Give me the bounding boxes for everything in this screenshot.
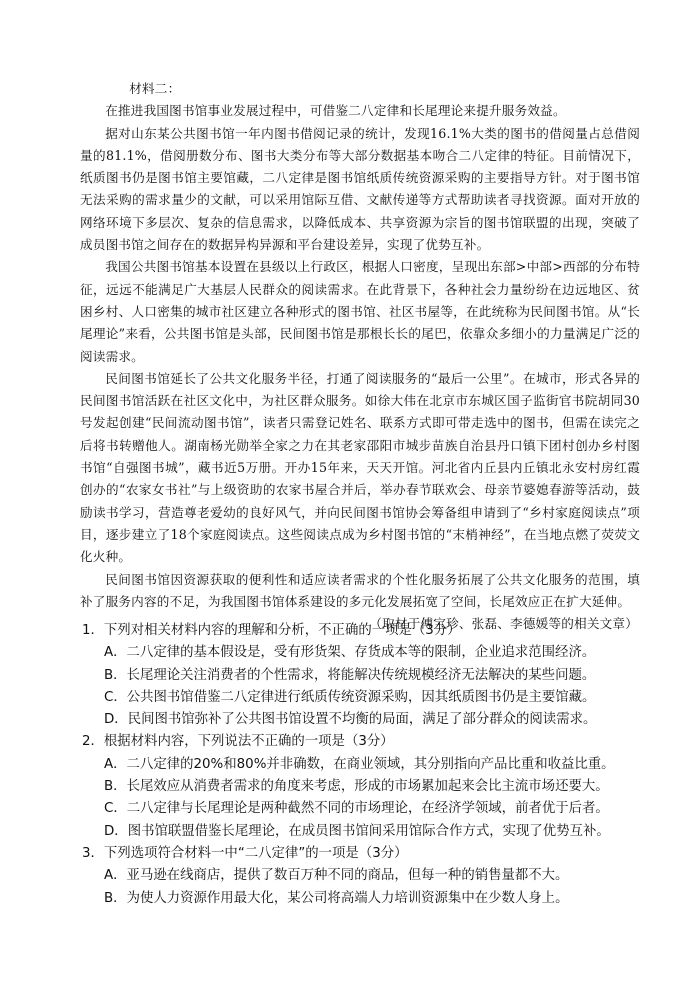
material-heading: 材料二：	[129, 81, 181, 96]
answer-option: B．长尾理论关注消费者的个性需求，将能解决传统规模经济无法解决的某些问题。	[104, 667, 596, 683]
question-1	[82, 620, 646, 731]
answer-option: C．公共图书馆借鉴二八定律进行纸质传统资源采购，因其纸质图书仍是主要馆藏。	[104, 689, 596, 705]
question-stem: 2．根据材料内容，下列说法不正确的一项是（3分）	[82, 734, 394, 750]
question-list	[82, 620, 646, 910]
answer-option: D．图书馆联盟借鉴长尾理论，在成员图书馆间采用馆际合作方式，实现了优势互补。	[104, 823, 610, 839]
answer-option: B．为使人力资源作用最大化，某公司将高端人力培训资源集中在少数人身上。	[104, 890, 569, 906]
answer-option: B．长尾效应从消费者需求的角度来考虑，形成的市场累加起来会比主流市场还要大。	[104, 779, 609, 795]
material-paragraph: 民间图书馆因资源获取的便利性和适应读者需求的个性化服务拓展了公共文化服务的范围，填补了服务内容的不足，为我国图书馆体系建设的多元化发展拓宽了空间，长尾效应正在扩大延伸。	[80, 571, 640, 609]
question-2	[82, 731, 646, 842]
answer-option: A．亚马逊在线商店，提供了数百万种不同的商品，但每一种的销售量都不大。	[104, 868, 569, 884]
answer-option: D．民间图书馆弥补了公共图书馆设置不均衡的局面，满足了部分群众的阅读需求。	[104, 712, 597, 728]
question-stem: 1．下列对相关材料内容的理解和分析，不正确的一项是（3分）	[82, 623, 461, 638]
question-3	[82, 843, 646, 910]
reading-material	[80, 78, 640, 635]
material-paragraph: 我国公共图书馆基本设置在县级以上行政区，根据人口密度，呈现出东部>中部>西部的分布特征，远远不能满足广大基层人民群众的阅读需求。在此背景下，各种社会力量纷纷在边远地区、贫困乡村、人口密集的城市社区建立各种形式的图书馆、社区书屋等，在此统称为民间图书馆。从“长尾理论”来看，公共图书馆是头部，民间图书馆是那根长长的尾巴，依靠众多细小的力量满足广泛的阅读需求。	[80, 259, 640, 364]
answer-option: A．二八定律的20%和80%并非确数，在商业领域，其分别指向产品比重和收益比重。	[104, 756, 615, 772]
material-source: （取材于傅宝珍、张磊、李德媛等的相关文章）	[369, 616, 638, 632]
material-paragraph: 民间图书馆延长了公共文化服务半径，打通了阅读服务的“最后一公里”。在城市，形式各异的民间图书馆活跃在社区文化中，为社区群众服务。如徐大伟在北京市东城区国子监街官书院胡同30号发起创建“民间流动图书馆”，读者只需登记姓名、联系方式即可带走选中的图书，但需在读完之后将书转赠他人。湖南杨光勋举全家之力在其老家邵阳市城步苗族自治县丹口镇下团村创办乡村图书馆“自强图书城”，藏书近5万册。开办15年来，天天开馆。河北省内丘县内丘镇北永安村房红霞创办的“农家女书社”与上级资助的农家书屋合并后，举办春节联欢会、母亲节婆媳春游等活动，鼓励读书学习，营造尊老爱幼的良好风气，并向民间图书馆协会筹备组申请到了“乡村家庭阅读点”项目，逐步建立了18个家庭阅读点。这些阅读点成为乡村图书馆的“末梢神经”，在当地点燃了荧荧文化火种。	[80, 370, 640, 565]
question-stem: 3．下列选项符合材料一中“二八定律”的一项是（3分）	[82, 845, 408, 861]
answer-option: C．二八定律与长尾理论是两种截然不同的市场理论，在经济学领域，前者优于后者。	[104, 801, 609, 817]
answer-option: A．二八定律的基本假设是，受有形货架、存货成本等的限制，企业追求范围经济。	[104, 645, 596, 661]
material-paragraph: 据对山东某公共图书馆一年内图书借阅记录的统计，发现16.1%大类的图书的借阅量占总借阅量的81.1%，借阅册数分布、图书大类分布等大部分数据基本吻合二八定律的特征。目前情况下，纸质图书仍是图书馆主要馆藏，二八定律是图书馆纸质传统资源采购的主要指导方针。对于图书馆无法采购的需求量少的文献，可以采用馆际互借、文献传递等方式帮助读者寻找资源。面对开放的网络环境下多层次、复杂的信息需求，以降低成本、共享资源为宗旨的图书馆联盟的出现，突破了成员图书馆之间存在的数据异构异源和平台建设差异，实现了优势互补。	[80, 125, 640, 253]
material-paragraph: 在推进我国图书馆事业发展过程中，可借鉴二八定律和长尾理论来提升服务效益。	[105, 103, 566, 119]
